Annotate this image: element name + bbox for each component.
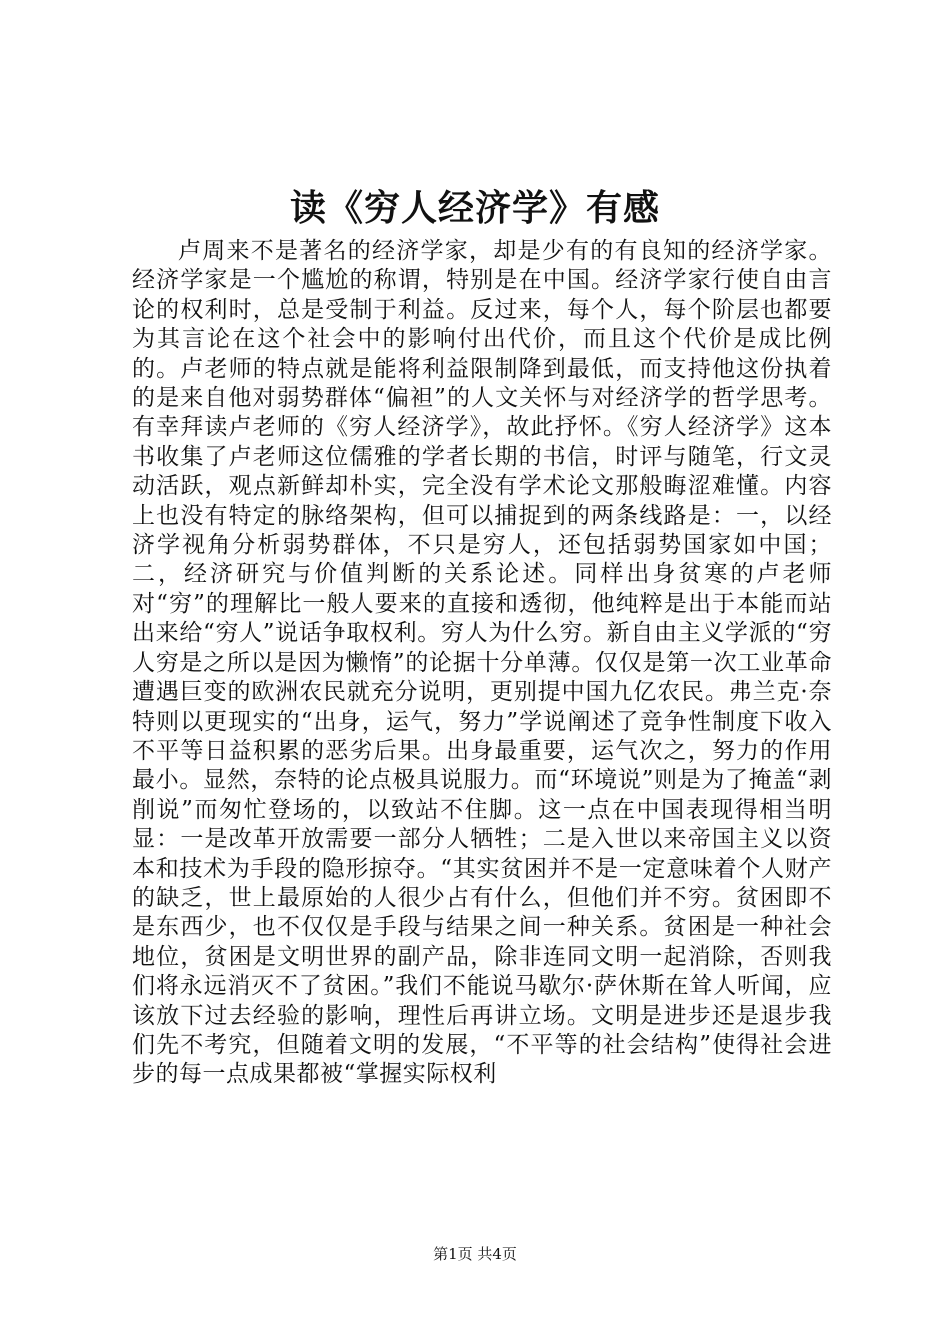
page-number-footer: 第1页 共4页	[433, 1245, 517, 1263]
document-title: 读《穷人经济学》有感	[289, 187, 660, 229]
body-paragraph: 卢周来不是著名的经济学家，却是少有的有良知的经济学家。经济学家是一个尴尬的称谓，特别是在中国。经济学家行使自由言论的权利时，总是受制于利益。反过来，每个人，每个阶层也都要为其言论在这个社会中的影响付出代价，而且这个代价是成比例的。卢老师的特点就是能将利益限制降到最低，而支持他这份执着的是来自他对弱势群体“偏袒”的人文关怀与对经济学的哲学思考。有幸拜读卢老师的《穷人经济学》，故此抒怀。《穷人经济学》这本书收集了卢老师这位儒雅的学者长期的书信，时评与随笔，行文灵动活跃，观点新鲜却朴实，完全没有学术论文那般晦涩难懂。内容上也没有特定的脉络架构，但可以捕捉到的两条线路是：一，以经济学视角分析弱势群体，不只是穷人，还包括弱势国家如中国；二，经济研究与价值判断的关系论述。同样出身贫寒的卢老师对“穷”的理解比一般人要来的直接和透彻，他纯粹是出于本能而站出来给“穷人”说话争取权利。穷人为什么穷。新自由主义学派的“穷人穷是之所以是因为懒惰”的论据十分单薄。仅仅是第一次工业革命遭遇巨变的欧洲农民就充分说明，更别提中国九亿农民。弗兰克·奈特则以更现实的“出身，运气，努力”学说阐述了竞争性制度下收入不平等日益积累的恶劣后果。出身最重要，运气次之，努力的作用最小。显然，奈特的论点极具说服力。而“环境说”则是为了掩盖“剥削说”而匆忙登场的，以致站不住脚。这一点在中国表现得相当明显：一是改革开放需要一部分人牺牲；二是入世以来帝国主义以资本和技术为手段的隐形掠夺。“其实贫困并不是一定意味着个人财产的缺乏，世上最原始的人很少占有什么，但他们并不穷。贫困即不是东西少，也不仅仅是手段与结果之间一种关系。贫困是一种社会地位，贫困是文明世界的副产品，除非连同文明一起消除，否则我们将永远消灭不了贫困。”我们不能说马歇尔·萨休斯在耸人听闻，应该放下过去经验的影响，理性后再讲立场。文明是进步还是退步我们先不考究，但随着文明的发展，“不平等的社会结构”使得社会进步的每一点成果都被“掌握实际权利	[132, 238, 832, 1088]
